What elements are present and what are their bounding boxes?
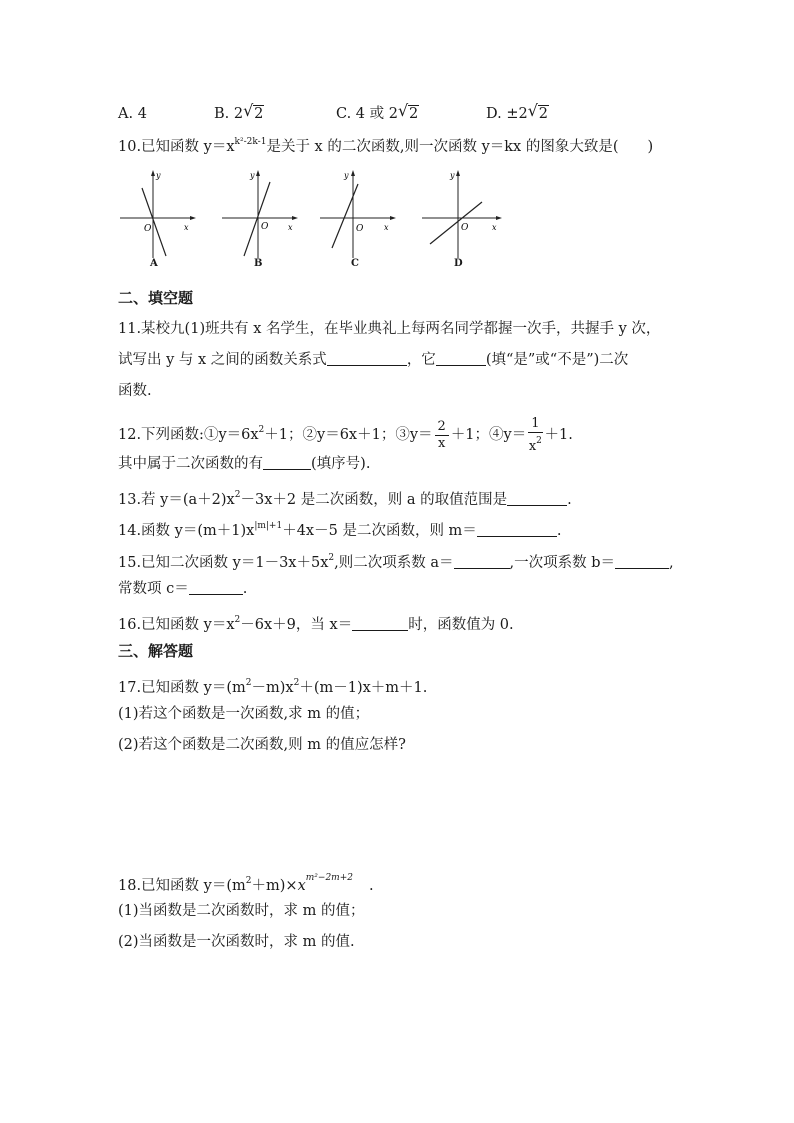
function-line: [332, 184, 358, 248]
q16-text-b: －6x＋9，当 x＝: [240, 617, 353, 633]
answer-blank[interactable]: [454, 554, 510, 569]
x-label: x: [288, 223, 293, 232]
question-15-line1: [118, 548, 674, 573]
q15-sup: 2: [328, 553, 335, 563]
q13-sup: 2: [234, 490, 241, 500]
q17-text-a: 17.已知函数 y＝(m: [118, 680, 246, 696]
denominator: x: [438, 435, 446, 451]
option-c: [336, 101, 419, 124]
fraction-2-over-x: [435, 419, 449, 452]
option-c-text: C. 4 或 2: [336, 106, 398, 122]
fraction-1-over-x2: [528, 416, 542, 455]
question-18: [118, 868, 374, 896]
q17-text-b: －m)x: [251, 680, 294, 696]
radicand: 2: [254, 106, 264, 122]
q10-suffix: 是关于 x 的二次函数,则一次函数 y＝kx 的图象大致是( ): [266, 139, 654, 155]
answer-blank[interactable]: [507, 491, 567, 506]
q10-exponent: k²-2k-1: [234, 137, 267, 147]
q16-sup: 2: [234, 615, 241, 625]
graph-b: [220, 168, 300, 258]
graph-a-label: A: [150, 258, 158, 269]
option-b-text: B. 2: [214, 106, 244, 122]
question-16: [118, 610, 514, 635]
origin-label: O: [144, 224, 152, 234]
q15-text-c: ,一次项系数 b＝: [509, 555, 616, 571]
x-label: x: [492, 223, 497, 232]
function-line: [244, 182, 270, 256]
q18-text-a: 18.已知函数 y＝(m: [118, 878, 246, 894]
answer-blank[interactable]: [263, 455, 311, 470]
x-arrow: [292, 216, 298, 220]
graph-c: [318, 168, 398, 258]
graph-c-label: C: [351, 258, 359, 269]
q13-text-c: .: [567, 492, 572, 508]
q13-text-b: －3x＋2 是二次函数，则 a 的取值范围是: [240, 492, 508, 508]
denominator: [529, 433, 542, 455]
q15-text-b: ,则二次项系数 a＝: [334, 555, 454, 571]
q12-sup: 2: [258, 425, 265, 435]
graph-a: [118, 168, 198, 258]
sqrt-symbol: √ 2: [527, 101, 548, 122]
answer-blank[interactable]: [352, 616, 408, 631]
q15-text-d: ,: [669, 555, 674, 571]
question-10: [118, 132, 653, 157]
q15-line2-a: 常数项 c＝: [118, 581, 189, 597]
sqrt-symbol: √ 2: [397, 101, 419, 122]
question-18-part1: (1)当函数是二次函数时，求 m 的值；: [118, 903, 365, 919]
q16-text-a: 16.已知函数 y＝x: [118, 617, 235, 633]
answer-blank[interactable]: [189, 580, 243, 595]
answer-blank[interactable]: [615, 554, 669, 569]
question-17-part2: (2)若这个函数是二次函数,则 m 的值应怎样?: [118, 737, 406, 753]
q15-line2-b: .: [242, 581, 248, 597]
q18-text-b: ＋m)×: [251, 878, 298, 894]
q14-text-b: ＋4x－5 是二次函数，则 m＝: [282, 523, 477, 539]
y-label: y: [156, 171, 161, 180]
question-11-line2: [118, 350, 628, 370]
q14-text-a: 14.函数 y＝(m＋1)x: [118, 523, 255, 539]
question-13: [118, 485, 572, 510]
y-label: y: [250, 171, 255, 180]
question-12-line2: [118, 454, 370, 474]
numerator: 1: [528, 416, 542, 433]
answer-blank[interactable]: [327, 351, 407, 366]
y-arrow: [456, 170, 460, 176]
origin-label: O: [261, 222, 269, 232]
section-heading-answers: 三、解答题: [118, 642, 194, 660]
q12-line2-a: 其中属于二次函数的有: [118, 456, 263, 472]
denominator-base: x: [528, 438, 537, 454]
q17-sup1: 2: [245, 678, 252, 688]
question-14: [118, 516, 561, 541]
denominator-sup: 2: [536, 435, 542, 446]
answer-blank[interactable]: [436, 351, 486, 366]
q13-text-a: 13.若 y＝(a＋2)x: [118, 492, 235, 508]
q15-text-a: 15.已知二次函数 y＝1－3x＋5x: [118, 555, 329, 571]
graph-d: [420, 168, 504, 258]
y-arrow: [151, 170, 155, 176]
question-12-line1: [118, 414, 573, 455]
origin-label: O: [461, 223, 469, 233]
q11-text-b: ，它: [406, 352, 436, 368]
q17-sup2: 2: [293, 678, 300, 688]
option-a: A. 4: [118, 106, 147, 122]
origin-label: O: [356, 224, 364, 234]
q14-text-c: .: [556, 523, 562, 539]
q16-text-c: 时，函数值为 0.: [408, 617, 514, 633]
q12-text-2: ＋1；②y＝6x＋1；③y＝: [264, 427, 433, 443]
y-arrow: [351, 170, 355, 176]
function-line: [430, 202, 482, 244]
numerator: 2: [435, 419, 449, 436]
question-17-part1: (1)若这个函数是一次函数,求 m 的值；: [118, 706, 370, 722]
x-arrow: [496, 216, 502, 220]
q10-prefix: 10.已知函数 y＝x: [118, 139, 235, 155]
x-arrow: [390, 216, 396, 220]
question-18-part2: (2)当函数是一次函数时，求 m 的值.: [118, 934, 355, 950]
radicand: 2: [538, 106, 548, 122]
y-arrow: [256, 170, 260, 176]
question-11-line3: 函数.: [118, 383, 152, 399]
q17-text-c: ＋(m－1)x＋m＋1.: [299, 680, 428, 696]
section-heading-fill-in: 二、填空题: [118, 289, 194, 307]
x-label: x: [184, 223, 189, 232]
question-11-line1: 11.某校九(1)班共有 x 名学生，在毕业典礼上每两名同学都握一次手，共握手 y 次，: [118, 321, 661, 337]
q14-sup: |m|+1: [254, 521, 283, 531]
x-label: x: [384, 223, 389, 232]
q12-text-3: ＋1；④y＝: [450, 427, 527, 443]
q18-exponent: m²−2m+2: [305, 873, 353, 883]
x-arrow: [190, 216, 196, 220]
q18-text-c: .: [368, 878, 374, 894]
q12-text-1: 12.下列函数:①y＝6x: [118, 427, 259, 443]
radicand: 2: [408, 106, 419, 122]
q12-line2-b: (填序号).: [311, 456, 371, 472]
graph-b-label: B: [254, 258, 263, 269]
function-line: [142, 188, 166, 256]
question-17: [118, 673, 427, 698]
y-label: y: [450, 171, 455, 180]
option-b: [214, 101, 264, 124]
q18-base: x: [297, 878, 306, 894]
q12-text-4: ＋1.: [544, 427, 573, 443]
q18-sup1: 2: [245, 876, 252, 886]
q11-text-c: (填“是”或“不是”)二次: [485, 352, 629, 368]
option-d: [486, 101, 549, 124]
sqrt-symbol: √ 2: [243, 101, 264, 122]
y-label: y: [344, 171, 349, 180]
q11-text-a: 试写出 y 与 x 之间的函数关系式: [118, 352, 327, 368]
answer-blank[interactable]: [477, 522, 557, 537]
option-d-text: D. ±2: [486, 106, 528, 122]
question-15-line2: [118, 579, 247, 599]
graph-d-label: D: [454, 258, 463, 269]
